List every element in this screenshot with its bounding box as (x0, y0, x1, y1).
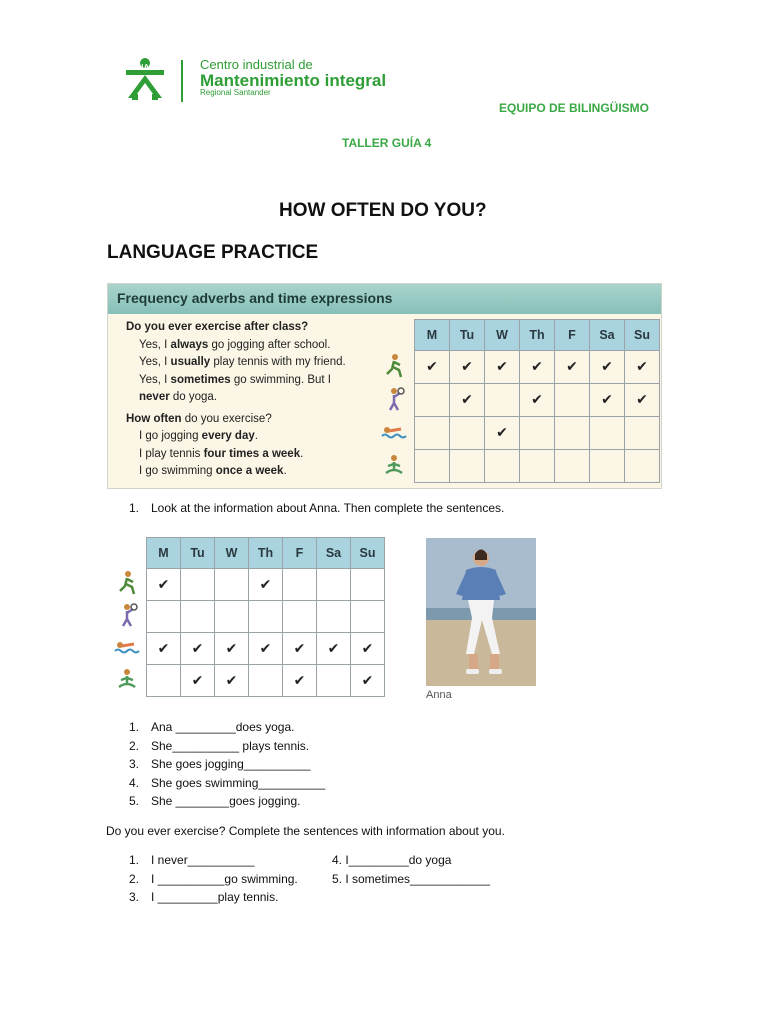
check-icon: ✔ (157, 576, 170, 593)
answer-4: never do yoga. (139, 391, 218, 403)
frequency-box-header (108, 284, 661, 314)
answer-2: Yes, I usually play tennis with my friend. (139, 356, 346, 368)
grid-cell (485, 384, 520, 417)
grid-cell (317, 665, 351, 697)
grid-cell (555, 351, 590, 384)
swimming-icon (374, 417, 415, 450)
day-header: Tu (450, 320, 485, 351)
check-icon: ✔ (361, 640, 374, 657)
grid-cell (351, 569, 385, 601)
check-icon: ✔ (361, 672, 374, 689)
check-icon: ✔ (191, 640, 204, 657)
tennis-icon (374, 384, 415, 417)
exercise1-sentences (129, 718, 325, 811)
day-header: W (485, 320, 520, 351)
check-icon: ✔ (496, 359, 508, 375)
grid-cell (215, 569, 249, 601)
day-header: Th (249, 538, 283, 569)
grid-cell (317, 569, 351, 601)
grid-cell (147, 665, 181, 697)
question-1: Do you ever exercise after class? (126, 321, 309, 333)
exercise1-instruction: 1. Look at the information about Anna. Then complete the sentences. (129, 501, 505, 515)
list-item: 3. She goes jogging__________ (129, 757, 311, 771)
day-header: M (415, 320, 450, 351)
grid-cell (450, 384, 485, 417)
day-header: Tu (181, 538, 215, 569)
grid-cell (283, 569, 317, 601)
grid-cell (555, 450, 590, 483)
day-header: F (283, 538, 317, 569)
list-item: 1. Ana _________does yoga. (129, 720, 295, 734)
grid-cell (317, 601, 351, 633)
grid-cell (283, 665, 317, 697)
grid-cell (485, 351, 520, 384)
list-item: 2. She__________ plays tennis. (129, 738, 310, 753)
day-header: M (147, 538, 181, 569)
frequency-box-heading: Frequency adverbs and time expressions (117, 290, 393, 306)
grid-cell (450, 417, 485, 450)
grid-cell (520, 450, 555, 483)
grid-cell (450, 450, 485, 483)
check-icon: ✔ (531, 392, 543, 408)
check-icon: ✔ (191, 672, 204, 689)
check-icon: ✔ (259, 640, 272, 657)
grid-cell (520, 384, 555, 417)
jogging-icon (108, 569, 147, 601)
grid-row (108, 633, 385, 665)
answer-3: Yes, I sometimes go swimming. But I (139, 373, 331, 386)
grid-cell (590, 417, 625, 450)
team-label: EQUIPO DE BILINGÜISMO (499, 101, 650, 115)
check-icon: ✔ (636, 392, 648, 408)
grid-row (108, 665, 385, 697)
answer-7: I go swimming once a week. (139, 465, 287, 477)
grid-cell (215, 633, 249, 665)
check-icon: ✔ (426, 359, 438, 375)
grid-cell (415, 450, 450, 483)
check-icon: ✔ (225, 640, 238, 657)
day-header: W (215, 538, 249, 569)
yoga-icon (374, 450, 415, 483)
list-item: 4. I_________do yoga (332, 853, 452, 867)
grid-cell (485, 450, 520, 483)
logo-line3: Regional Santander (200, 88, 271, 98)
grid-row (374, 351, 660, 384)
photo-caption: Anna (426, 689, 452, 701)
grid-row (108, 601, 385, 633)
grid-cell (590, 384, 625, 417)
grid-cell (625, 384, 660, 417)
check-icon: ✔ (461, 392, 473, 408)
grid-cell (147, 601, 181, 633)
grid-cell (590, 450, 625, 483)
grid-cell (485, 417, 520, 450)
grid-row (374, 450, 660, 483)
exercise2-left (129, 851, 298, 907)
examples-text (126, 319, 391, 481)
check-icon: ✔ (636, 359, 648, 375)
grid-corner (108, 538, 147, 569)
day-header: Sa (590, 320, 625, 351)
grid-cell (215, 665, 249, 697)
jogging-icon (374, 351, 415, 384)
answer-1: Yes, I always go jogging after school. (139, 338, 331, 351)
grid-cell (249, 665, 283, 697)
workshop-label: TALLER GUÍA 4 (342, 136, 432, 150)
grid-cell (625, 450, 660, 483)
grid-cell (415, 351, 450, 384)
check-icon: ✔ (601, 359, 613, 375)
list-item: 2. I __________go swimming. (129, 871, 298, 886)
day-header: F (555, 320, 590, 351)
day-header: Su (351, 538, 385, 569)
check-icon: ✔ (327, 640, 340, 657)
check-icon: ✔ (293, 672, 306, 689)
grid-cell (625, 351, 660, 384)
section-title: LANGUAGE PRACTICE (107, 242, 319, 263)
day-header: Th (520, 320, 555, 351)
grid-cell (520, 351, 555, 384)
grid-cell (625, 417, 660, 450)
exercise2-right (332, 851, 490, 888)
grid-cell (147, 569, 181, 601)
grid-cell (147, 633, 181, 665)
grid-row (374, 417, 660, 450)
check-icon: ✔ (496, 425, 508, 441)
check-icon: ✔ (293, 640, 306, 657)
grid-cell (555, 417, 590, 450)
grid-row (108, 569, 385, 601)
grid-cell (450, 351, 485, 384)
anna-grid (108, 537, 385, 697)
grid-cell (520, 417, 555, 450)
grid-cell (590, 351, 625, 384)
page-title: HOW OFTEN DO YOU? (279, 200, 487, 221)
check-icon: ✔ (461, 359, 473, 375)
grid-cell (181, 601, 215, 633)
frequency-box (107, 283, 662, 489)
answer-5: I go jogging every day. (139, 430, 258, 442)
anna-photo (426, 538, 536, 686)
list-item: 5. She ________goes jogging. (129, 794, 301, 808)
frequency-grid (374, 319, 660, 483)
grid-cell (181, 633, 215, 665)
check-icon: ✔ (531, 359, 543, 375)
grid-cell (283, 601, 317, 633)
grid-cell (181, 665, 215, 697)
grid-cell (283, 633, 317, 665)
list-item: 4. She goes swimming__________ (129, 775, 326, 790)
check-icon: ✔ (566, 359, 578, 375)
grid-cell (415, 384, 450, 417)
logo-text (200, 58, 386, 98)
grid-corner (374, 320, 415, 351)
grid-row (374, 384, 660, 417)
grid-cell (215, 601, 249, 633)
swimming-icon (108, 633, 147, 665)
grid-cell (351, 633, 385, 665)
tennis-icon (108, 601, 147, 633)
grid-cell (181, 569, 215, 601)
logo-line1: Centro industrial de (200, 57, 313, 72)
answer-6: I play tennis four times a week. (139, 447, 304, 460)
day-header: Su (625, 320, 660, 351)
check-icon: ✔ (601, 392, 613, 408)
grid-cell (249, 633, 283, 665)
grid-header-row (374, 320, 660, 351)
grid-cell (317, 633, 351, 665)
grid-cell (415, 417, 450, 450)
exercise2-instruction: Do you ever exercise? Complete the sentences with information about you. (106, 824, 505, 838)
question-2: How often do you exercise? (126, 412, 272, 425)
grid-cell (351, 601, 385, 633)
list-item: 1. I never__________ (129, 853, 255, 867)
day-header: Sa (317, 538, 351, 569)
grid-cell (249, 569, 283, 601)
logo-line2: Mantenimiento integral (200, 70, 387, 90)
check-icon: ✔ (225, 672, 238, 689)
list-item: 3. I _________play tennis. (129, 890, 279, 904)
grid-cell (555, 384, 590, 417)
list-item: 5. I sometimes____________ (332, 871, 491, 886)
check-icon: ✔ (157, 640, 170, 657)
grid-cell (249, 601, 283, 633)
grid-cell (351, 665, 385, 697)
grid-header-row (108, 538, 385, 569)
yoga-icon (108, 665, 147, 697)
check-icon: ✔ (259, 576, 272, 593)
logo-brand: SENA (127, 63, 150, 72)
